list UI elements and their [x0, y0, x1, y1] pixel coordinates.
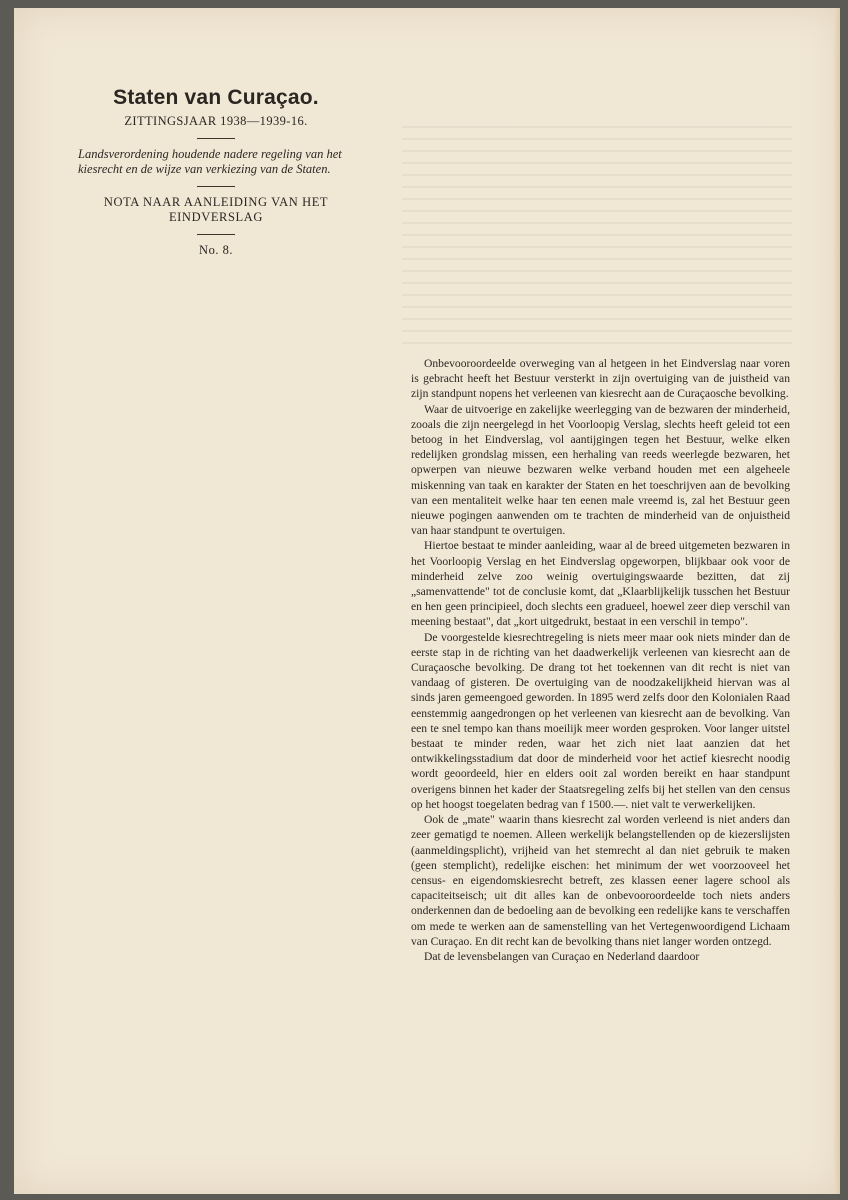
- document-number: No. 8.: [199, 243, 233, 257]
- note-title: NOTA NAAR AANLEIDING VAN HET EINDVERSLAG: [103, 195, 329, 224]
- paragraph-2: Waar de uitvoerige en zakelijke weerlegging van de bezwaren der minderheid, zooals die zijn neergelegd in het Voorloopig Verslag, slechts heeft geleid tot een betoog in het Eindverslag, vol aantijgingen tegen het Bestuur, welke elken redelijken grondslag missen, een herhaling van reeds weerlegde bezwaren, het opwerpen van nieuwe bezwaren welke verband houden met een algeheele miskenning van taak en karakter der Staten en het toeschrijven aan de bevolking van een mentaliteit welke haar ten eenen male vreemd is, zal het Bestuur geen nieuwe pogingen aanwenden om te trachten de minderheid van de onjuistheid van haar standpunt te overtuigen.: [411, 402, 790, 538]
- paragraph-1: Onbevooroordeelde overweging van al hetgeen in het Eindverslag naar voren is gebracht heeft het Bestuur versterkt in zijn overtuiging van de juistheid van zijn standpunt nopens het verleenen van kiesrecht aan de Curaçaosche bevolking.: [411, 357, 790, 401]
- document-header: [76, 86, 356, 258]
- page-edge: [834, 8, 840, 1194]
- divider-1: [197, 138, 235, 139]
- bill-subject: Landsverordening houdende nadere regeling van het kiesrecht en de wijze van verkiezing van de Staten.: [78, 147, 342, 176]
- paragraph-4: De voorgestelde kiesrechtregeling is niets meer maar ook niets minder dan de eerste stap in de richting van het daadwerkelijk verleenen van kiesrecht aan de Curaçaosche bevolking. De drang tot het toekennen van dit recht is niet van vandaag of gisteren. De overtuiging van de noodzakelijkheid hiervan was al sinds jaren gemeengoed geworden. In 1895 werd zelfs door den Kolonialen Raad eenstemmig aangedrongen op het verleenen van kiesrecht aan de bevolking. Van een te snel tempo kan thans moeilijk meer worden gesproken. Voor langer uitstel bestaat te minder reden, waar het zich niet laat aanzien dat het ontwikkelingsstadium dat door de minderheid voor het actief kiesrecht noodig wordt geoordeeld, hier en elders ooit zal worden bereikt en haar standpunt overigens binnen het kader der Staatsregeling zelfs bij het stellen van den census op het hoogst toegelaten bedrag van f 1500.—. niet valt te verwerkelijken.: [411, 630, 790, 811]
- paragraph-3: Hiertoe bestaat te minder aanleiding, waar al de breed uitgemeten bezwaren in het Voorloopig Verslag en het Eindverslag opgeworpen, blijkbaar ook voor de minderheid zelve zoo weinig overtuigingswaarde bezitten, dat zij „samenvattende" tot de conclusie komt, dat „Klaarblijkelijk tusschen het Bestuur en hen geen principieel, doch slechts een gradueel, hoewel zeer diep verschil van meening bestaat", dat „kort uitgedrukt, bestaat in een verschil in tempo".: [411, 539, 790, 629]
- body-text: [411, 356, 790, 964]
- session-year: ZITTINGSJAAR 1938—1939-16.: [124, 114, 308, 128]
- paragraph-5: Ook de „mate" waarin thans kiesrecht zal worden verleend is niet anders dan zeer gematigd te noemen. Alleen werkelijk belangstellenden op de kiezerslijsten (aanmeldingsplicht), vrijheid van het stemrecht al dan niet gebruik te maken (geen stemplicht), redelijke eischen: het minimum der wet voorzooveel het census- en eigendomskiesrecht betreft, zes klassen eener lagere school als capaciteitseisch; uit dit alles kan de onbevooroordeelde toch niets anders onderkennen dan de bedoeling aan de bevolking een redelijke kans te verschaffen om mede te werken aan de samenstelling van het Vertegenwoordigend Lichaam van Curaçao. En dit recht kan de bevolking thans niet langer worden ontzegd.: [411, 813, 790, 948]
- divider-2: [197, 186, 235, 187]
- document-page: [14, 8, 840, 1194]
- paragraph-6: Dat de levensbelangen van Curaçao en Nederland daardoor: [424, 949, 700, 963]
- bleed-through-text: [402, 116, 792, 346]
- document-title: Staten van Curaçao.: [113, 86, 319, 109]
- divider-3: [197, 234, 235, 235]
